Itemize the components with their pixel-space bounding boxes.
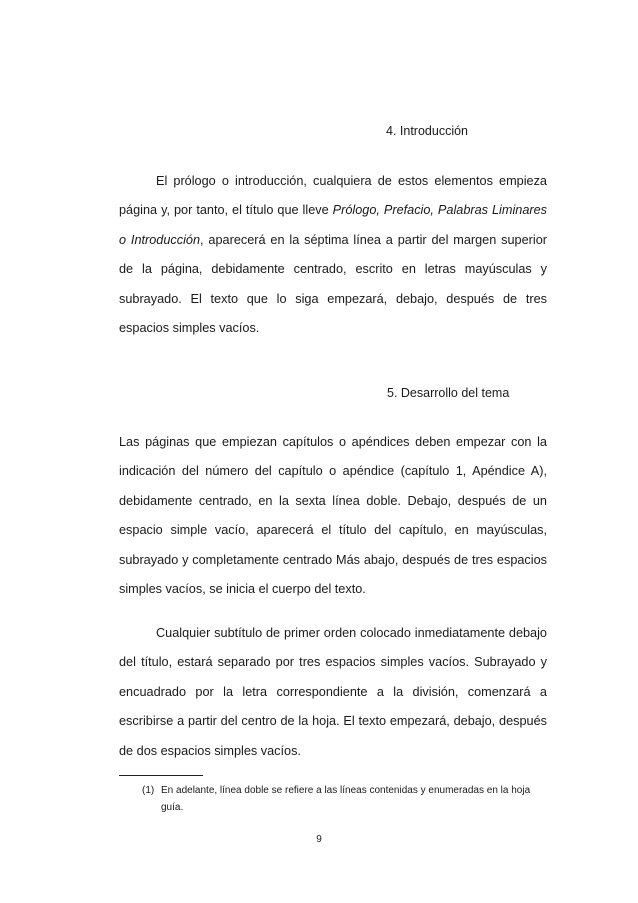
- footnote-text: En adelante, línea doble se refiere a las líneas contenidas y enumeradas en la hoja guía.: [161, 785, 531, 813]
- footnote-marker: (1): [142, 785, 155, 796]
- paragraph-capitulos: Las páginas que empiezan capítulos o apéndices deben empezar con la indicación del número del capítulo o apéndice (capítulo 1, Apéndice A), debidamente centrado, en la sexta línea doble. Debajo, después de un espacio simple vacío, aparecerá el título del capítulo, en mayúsculas, subrayado y completamente centrado Más abajo, después de tres espacios simples vacíos, se inicia el cuerpo del texto.: [119, 435, 547, 597]
- section-heading-introduccion: 4. Introducción: [386, 124, 468, 138]
- paragraph-segment: El prólogo o introducción, cualquiera de estos elementos empieza página y, por tanto, el título que lleve: [119, 174, 547, 218]
- section-heading-desarrollo: 5. Desarrollo del tema: [387, 386, 510, 400]
- footnote-separator: [119, 775, 203, 776]
- paragraph-introduccion: [119, 167, 547, 343]
- italic-title-list: Prólogo, Prefacio, Palabras Liminares o Introducción: [119, 203, 547, 247]
- footnote: [142, 782, 547, 816]
- page-number: 9: [316, 834, 322, 845]
- paragraph-subtitulos: Cualquier subtítulo de primer orden colocado inmediatamente debajo del título, estará separado por tres espacios simples vacíos. Subrayado y encuadrado por la letra correspondiente a la división, comenzará a escribirse a partir del centro de la hoja. El texto empezará, debajo, después de dos espacios simples vacíos.: [119, 626, 547, 758]
- paragraph-segment: , aparecerá en la séptima línea a partir del margen superior de la página, debidamente centrado, escrito en letras mayúsculas y subrayado. El texto que lo siga empezará, debajo, después de tres espacios simples vacíos.: [119, 232, 547, 336]
